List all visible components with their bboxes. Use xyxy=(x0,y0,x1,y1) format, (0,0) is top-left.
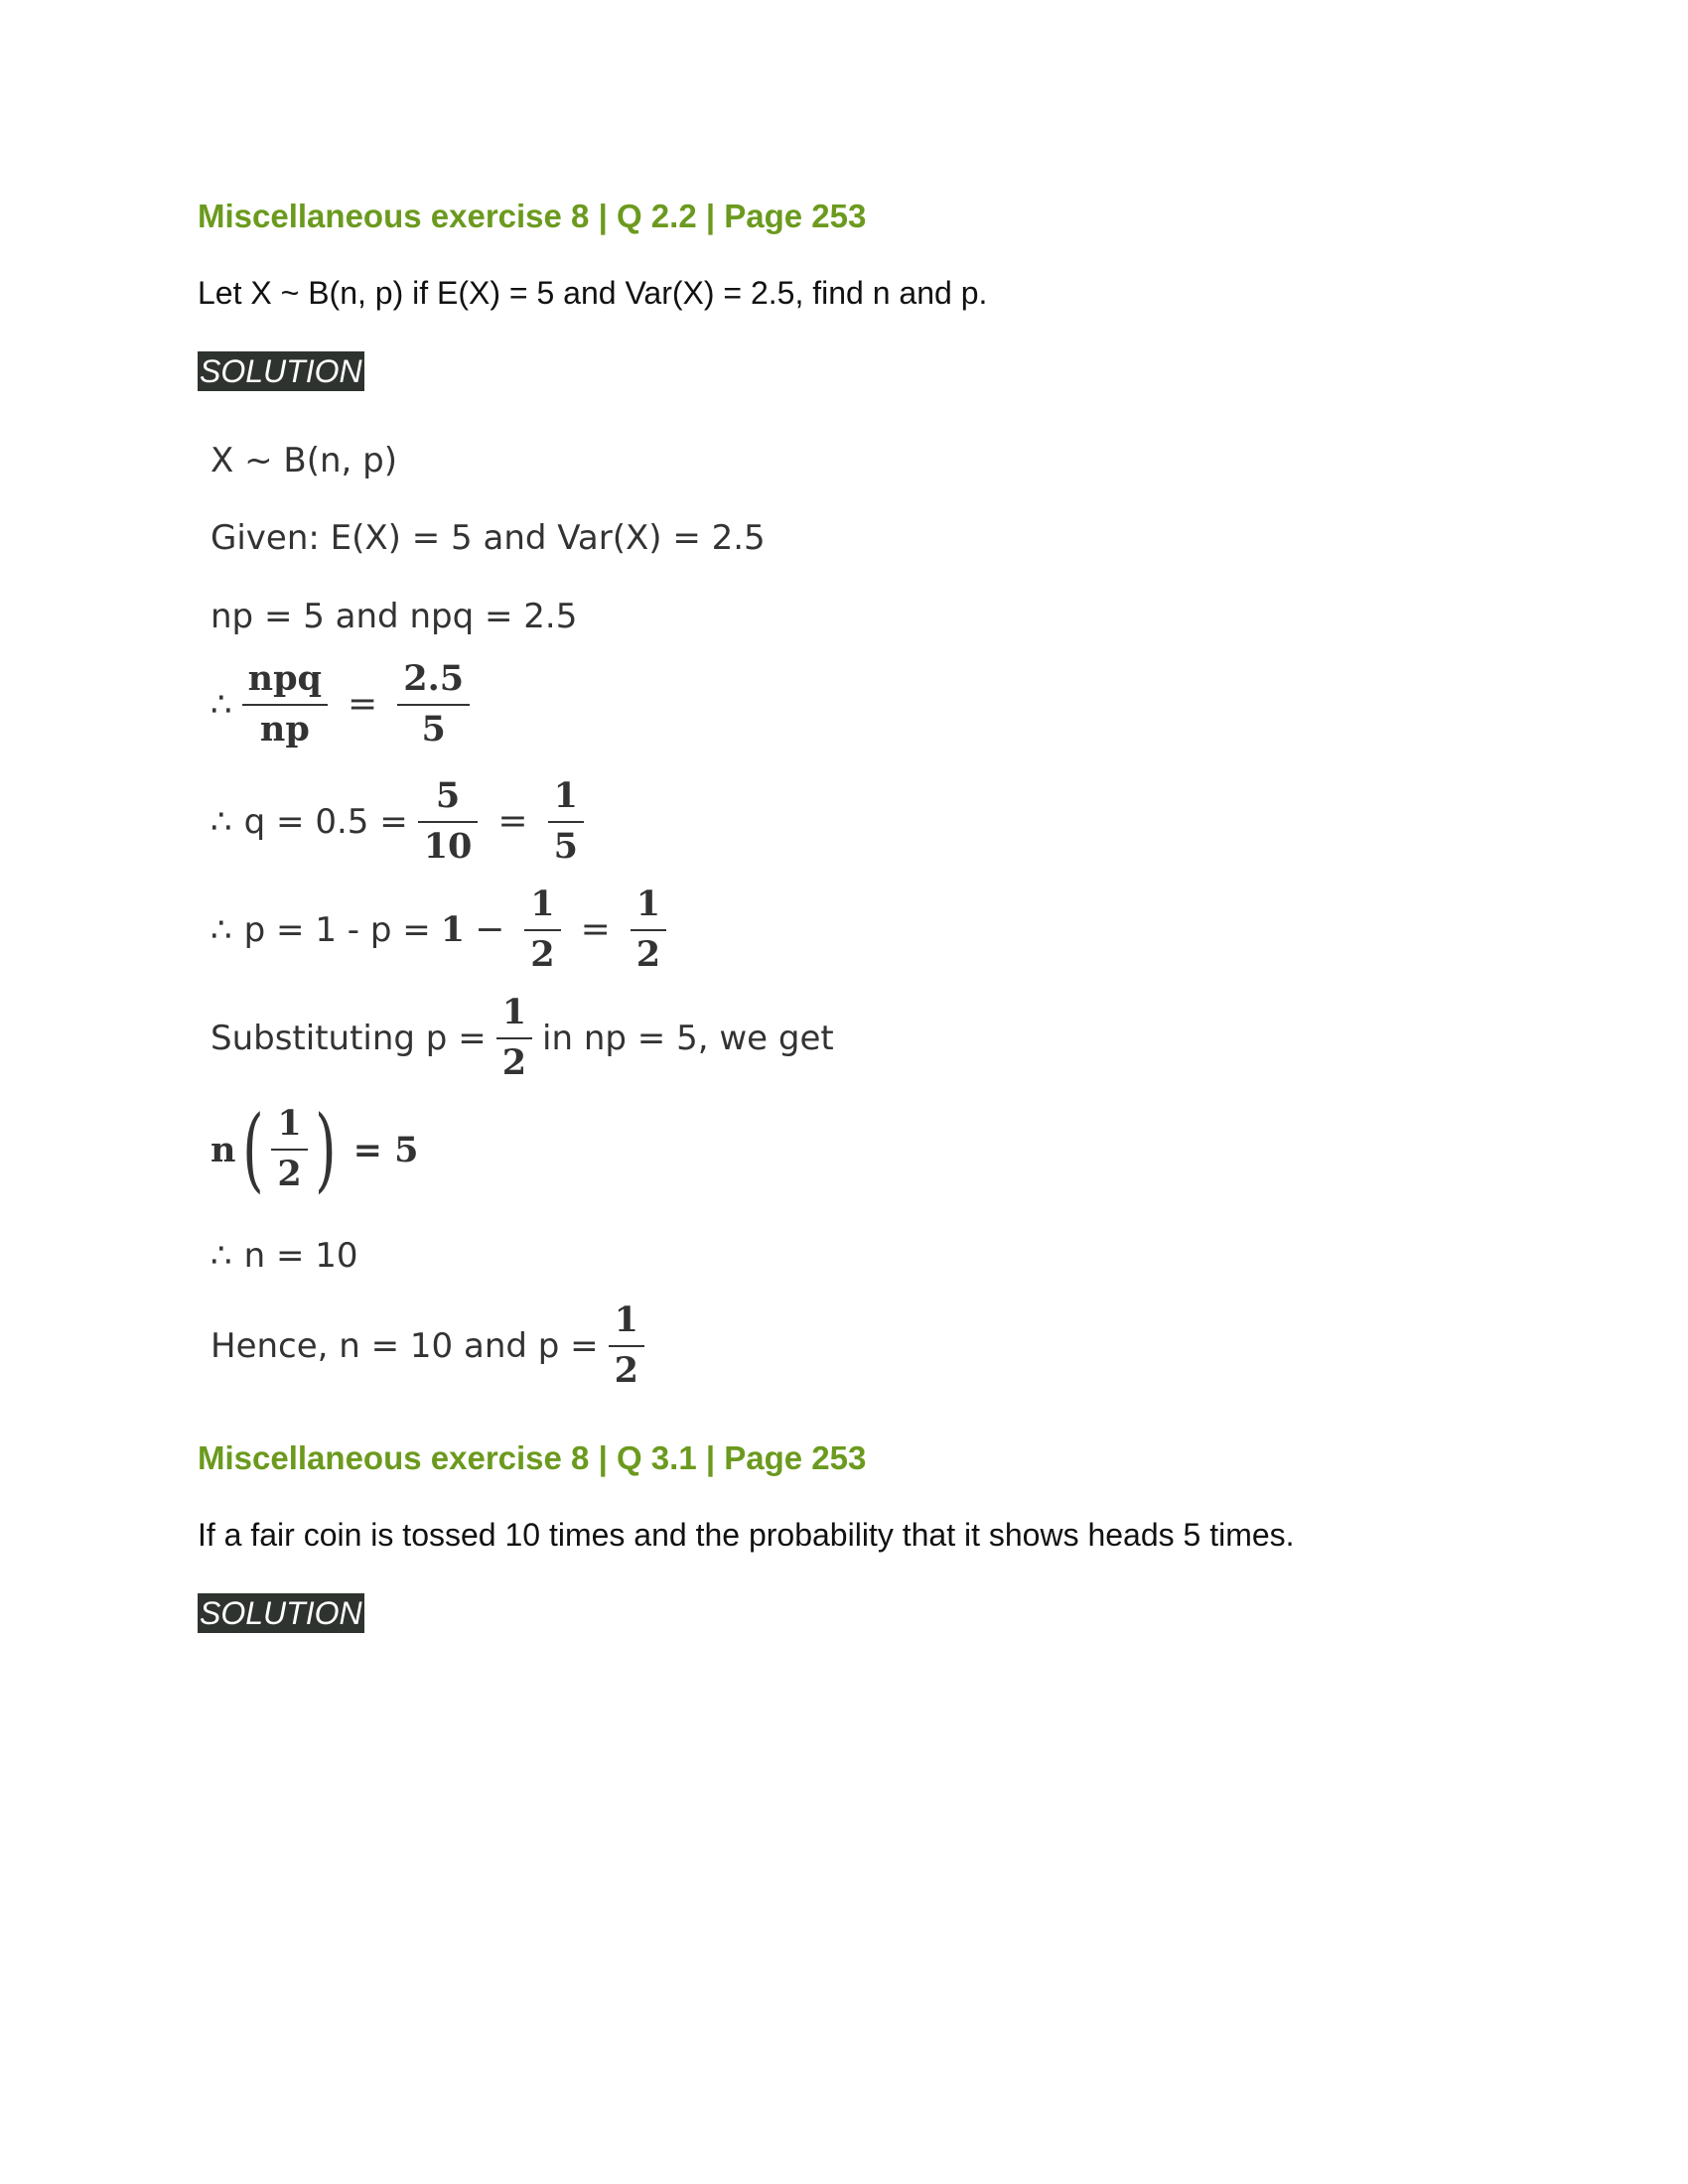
fraction xyxy=(631,884,666,975)
step-text: q = 0.5 = xyxy=(243,801,408,842)
numerator: 1 xyxy=(277,1103,302,1145)
fraction xyxy=(548,775,584,867)
step-text: p = 1 - p = xyxy=(243,909,431,950)
fraction xyxy=(242,658,328,750)
solution-step: X ~ B(n, p) xyxy=(211,441,397,480)
solution-step xyxy=(211,1299,654,1391)
numerator: 1 xyxy=(553,775,578,816)
right-paren: ) xyxy=(314,1096,337,1202)
denominator: 5 xyxy=(421,708,446,750)
solution-step: np = 5 and npq = 2.5 xyxy=(211,597,578,636)
question-text: Let X ~ B(n, p) if E(X) = 5 and Var(X) = 2.5, find n and p. xyxy=(198,275,988,311)
left-paren: ( xyxy=(242,1096,265,1202)
numerator: npq xyxy=(247,658,323,699)
step-variable: n xyxy=(211,1129,236,1170)
step-text: = 5 xyxy=(352,1129,419,1170)
therefore-symbol: ∴ xyxy=(211,684,232,725)
numerator: 5 xyxy=(435,775,461,816)
solution-step xyxy=(211,775,594,867)
therefore-symbol: ∴ xyxy=(211,909,232,950)
step-text: n = 10 xyxy=(243,1236,358,1276)
solution-step xyxy=(211,658,480,750)
step-text: Substituting p = xyxy=(211,1018,487,1058)
fraction xyxy=(271,1103,307,1194)
denominator: 2 xyxy=(635,933,661,975)
therefore-symbol: ∴ xyxy=(211,801,232,842)
denominator: 2 xyxy=(277,1154,302,1194)
fraction xyxy=(397,658,470,750)
denominator: 2 xyxy=(501,1041,527,1083)
fraction xyxy=(524,884,560,975)
step-text: in np = 5, we get xyxy=(542,1018,834,1058)
numerator: 2.5 xyxy=(403,658,465,699)
solution-step xyxy=(211,1236,358,1276)
equals-sign: = xyxy=(497,801,528,843)
solution-step: Given: E(X) = 5 and Var(X) = 2.5 xyxy=(211,518,766,558)
question-heading: Miscellaneous exercise 8 | Q 3.1 | Page 253 xyxy=(198,1439,867,1476)
denominator: 5 xyxy=(553,825,578,867)
solution-label: SOLUTION xyxy=(200,353,362,389)
denominator: np xyxy=(259,708,310,750)
solution-step xyxy=(211,1096,419,1202)
numerator: 1 xyxy=(635,884,661,924)
fraction xyxy=(496,992,532,1083)
equals-sign: = xyxy=(348,684,378,726)
solution-label: SOLUTION xyxy=(200,1595,362,1631)
step-number: 1 xyxy=(440,909,466,951)
solution-step xyxy=(211,884,676,975)
solution-step xyxy=(211,992,834,1083)
numerator: 1 xyxy=(614,1299,638,1340)
numerator: 1 xyxy=(501,992,527,1032)
question-heading: Miscellaneous exercise 8 | Q 2.2 | Page 253 xyxy=(198,198,867,234)
therefore-symbol: ∴ xyxy=(211,1236,232,1276)
fraction xyxy=(609,1299,644,1391)
denominator: 2 xyxy=(614,1349,638,1391)
fraction xyxy=(418,775,479,867)
step-text: Hence, n = 10 and p = xyxy=(211,1325,599,1366)
question-text: If a fair coin is tossed 10 times and the probability that it shows heads 5 times. xyxy=(198,1517,1295,1553)
equals-sign: = xyxy=(580,909,611,951)
numerator: 1 xyxy=(530,884,555,924)
minus-sign: − xyxy=(475,909,505,951)
denominator: 10 xyxy=(423,825,473,867)
denominator: 2 xyxy=(530,933,555,975)
